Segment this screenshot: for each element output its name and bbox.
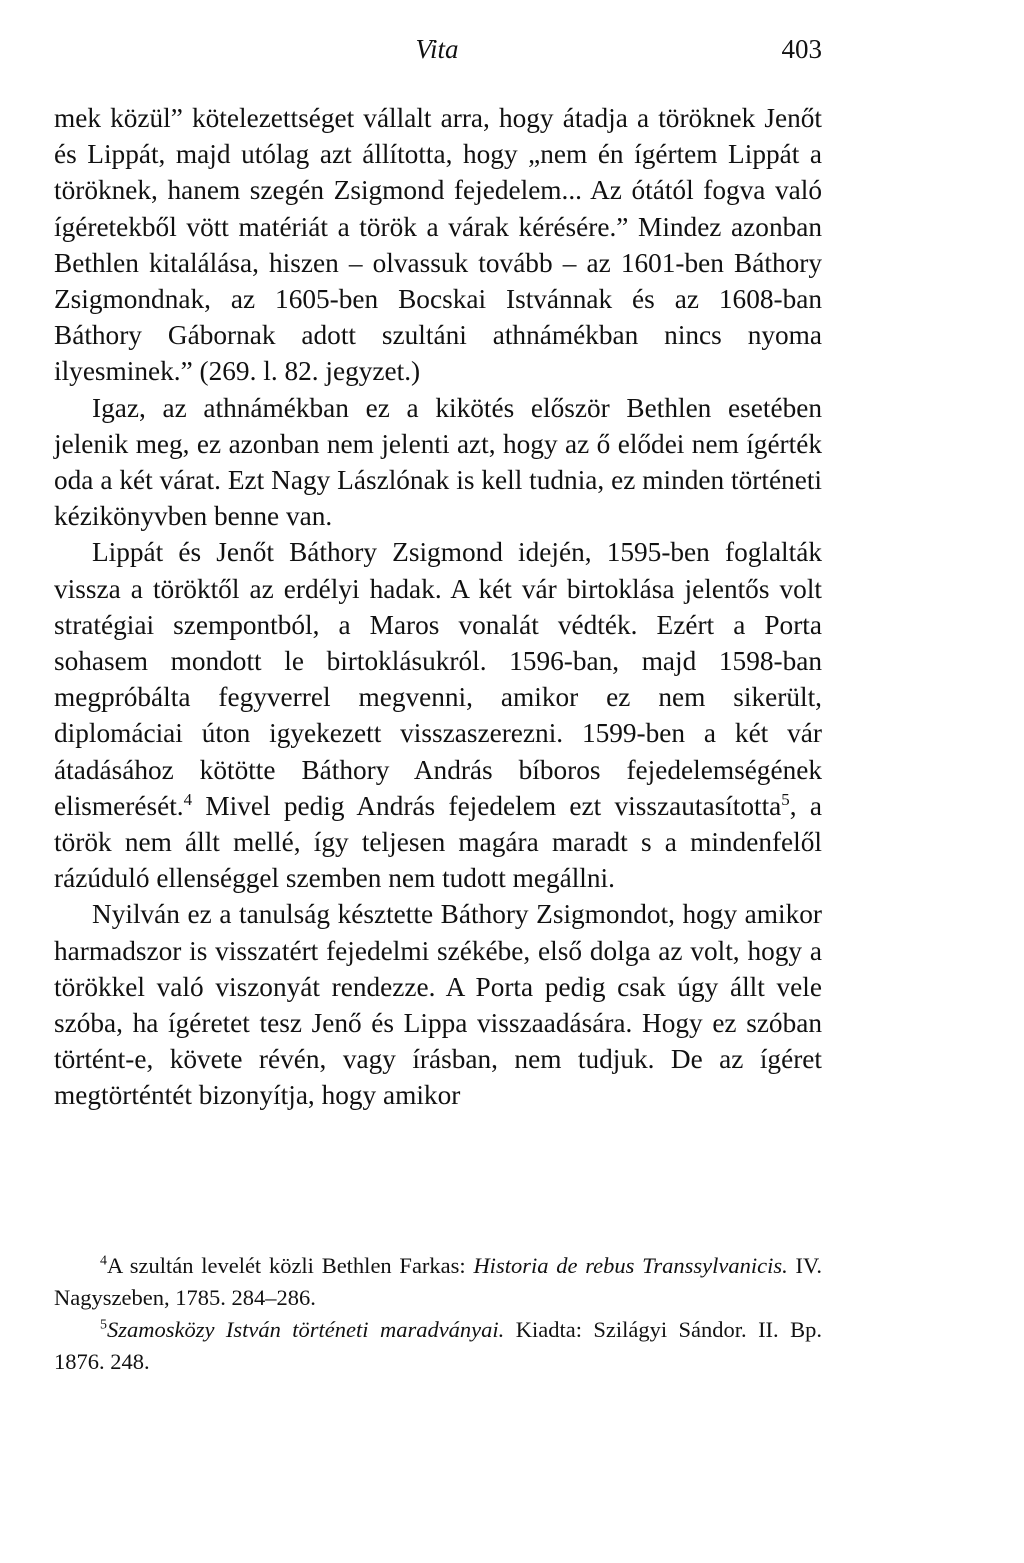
footnote-5-title: Szamosközy István történeti maradványai.	[106, 1317, 505, 1342]
footnote-5-text-b: Kiadta: Szilágyi Sándor. II. Bp. 1876. 248.	[54, 1317, 822, 1374]
paragraph-3-part-b: Mivel pedig András fejedelem ezt visszautasította	[192, 790, 782, 821]
paragraph-3-part-c: , a török nem állt mellé, így teljesen magára maradt s a mindenfelől rázúduló ellenséggel szemben nem tudott megállni.	[54, 790, 822, 894]
paragraph-4: Nyilván ez a tanulság késztette Báthory Zsigmondot, hogy amikor harmadszor is visszatért fejedelmi székébe, első dolga az volt, hogy a törökkel való viszonyát rendezze. A Porta pedig csak úgy állt vele szóba, ha ígéretet tesz Jenő és Lippa visszaadására. Hogy ez szóban történt-e, követe révén, vagy írásban, nem tudjuk. De az ígéret megtörténtét bizonyítja, hogy amikor	[54, 899, 822, 1111]
page-number: 403	[781, 34, 822, 64]
footnote-mark-4: 4	[100, 1253, 107, 1269]
footnote-4-title: Historia de rebus Transsylvanicis.	[473, 1253, 788, 1278]
footnote-4-text-a: A szultán levelét közli Bethlen Farkas:	[106, 1253, 474, 1278]
paragraph-3	[54, 534, 822, 896]
footnote-ref-4[interactable]: 4	[183, 789, 193, 809]
footnote-ref-5[interactable]: 5	[781, 789, 790, 809]
paragraph-1: mek közül” kötelezettséget vállalt arra, hogy átadja a töröknek Jenőt és Lippát, majd utólag azt állította, hogy „nem én ígértem Lippát a töröknek, hanem szegén Zsigmond fejedelem... Az ótától fogva való ígéretekből vött matériát a török a várak kérésére.” Mindez azonban Bethlen kitalálása, hiszen – olvassuk tovább – az 1601-ben Báthory Zsigmondnak, az 1605-ben Bocskai Istvánnak és az 1608-ban Báthory Gábornak adott szultáni athnámékban nincs nyoma ilyesminek.” (269. l. 82. jegyzet.)	[54, 103, 822, 387]
footnote-4-text-b: IV. Nagyszeben, 1785. 284–286.	[54, 1253, 822, 1310]
paragraph-2: Igaz, az athnámékban ez a kikötés először Bethlen esetében jelenik meg, ez azonban nem jelenti azt, hogy az ő elődei nem ígérték oda a két várat. Ezt Nagy Lászlónak is kell tudnia, ez minden történeti kézikönyvben benne van.	[54, 392, 822, 532]
paragraph-3-part-a: Lippát és Jenőt Báthory Zsigmond idején, 1595-ben foglalták vissza a töröktől az erdélyi hadak. A két vár birtoklása jelentős volt stratégiai szempontból, a Maros vonalát védték. Ezért a Porta sohasem mondott le birtoklásukról. 1596-ban, majd 1598-ban megpróbálta fegyverrel megvenni, amikor ez nem sikerült, diplomáciai úton igyekezett visszaszerezni. 1599-ben a két vár átadásához kötötte Báthory András bíboros fejedelemségének elismerését.	[54, 537, 822, 821]
footnote-mark-5: 5	[100, 1317, 107, 1333]
footnotes	[54, 1250, 822, 1378]
footnote-5	[54, 1314, 822, 1378]
running-header	[52, 30, 822, 70]
body-text	[54, 100, 822, 1114]
footnote-4	[54, 1250, 822, 1314]
running-title: Vita	[415, 34, 459, 64]
